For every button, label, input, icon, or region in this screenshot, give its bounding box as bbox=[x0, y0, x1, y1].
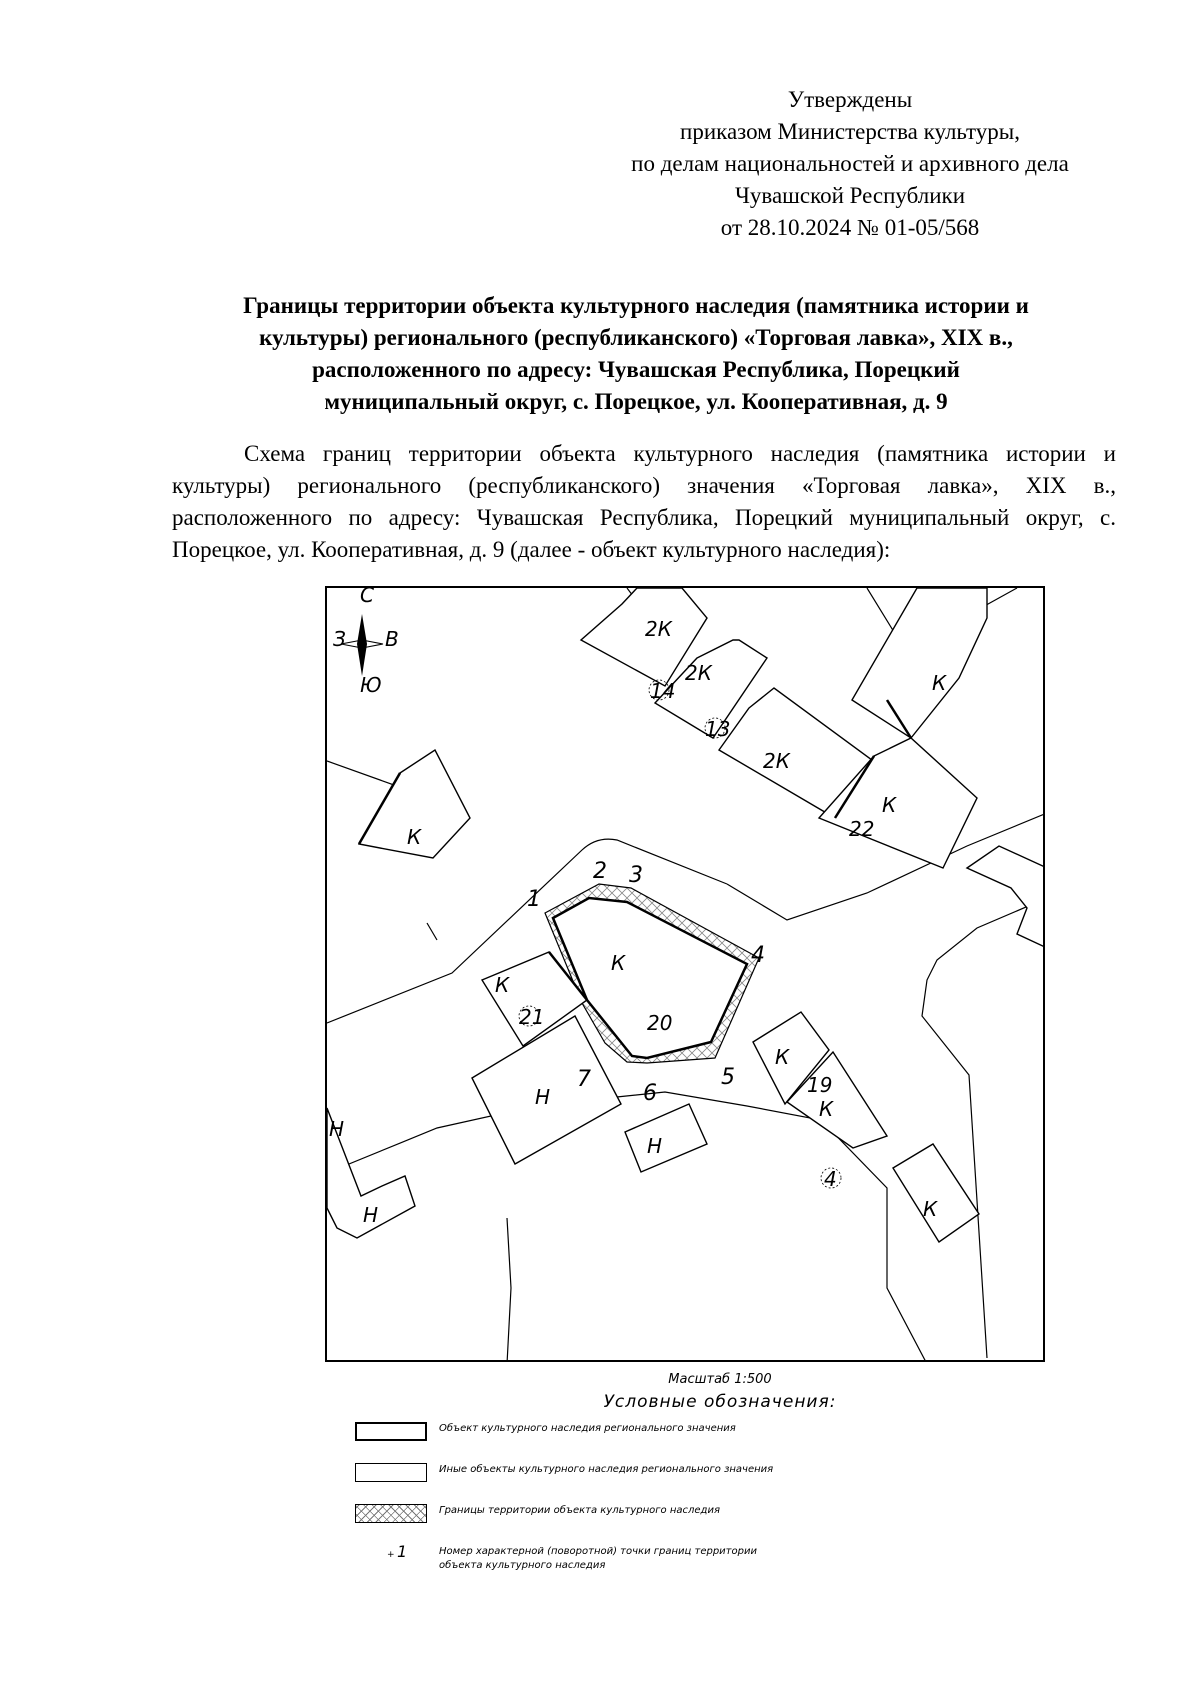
building-h-small bbox=[625, 1104, 707, 1172]
legend-swatch-heritage-object bbox=[355, 1422, 427, 1441]
approval-line: по делам национальностей и архивного дела bbox=[631, 151, 1069, 176]
label-h-left: Н bbox=[363, 1203, 379, 1227]
label-2k-right: 2К bbox=[763, 749, 790, 773]
house-number-22: 22 bbox=[849, 817, 875, 841]
boundary-point-4: 4 bbox=[751, 943, 765, 968]
label-k-topright: К bbox=[932, 671, 947, 695]
approval-line: Утверждены bbox=[787, 87, 913, 112]
legend-item bbox=[355, 1455, 915, 1489]
label-h-center: Н bbox=[535, 1085, 551, 1109]
legend-swatch-other-heritage bbox=[355, 1463, 427, 1482]
legend-label-line: объекта культурного наследия bbox=[439, 1560, 606, 1571]
map-scale: Масштаб 1:500 bbox=[668, 1372, 772, 1387]
legend-label: Объект культурного наследия регионального значения bbox=[439, 1423, 736, 1434]
boundary-point-5: 5 bbox=[721, 1065, 735, 1090]
boundary-point-1: 1 bbox=[527, 887, 541, 912]
house-number-19: 19 bbox=[807, 1073, 833, 1097]
legend-label-line: Номер характерной (поворотной) точки границ территории bbox=[439, 1546, 757, 1557]
building-k-topright bbox=[852, 588, 987, 738]
intro-paragraph: Схема границ территории объекта культурного наследия (памятника истории и культуры) регионального (республиканского) значения «Торговая лавка», XIX в., расположенного по адресу: Чувашская Республика, Порецкий муниципальный округ, с. Порецкое, ул. Кооперативная, д. 9 (далее - объект культурного наследия): bbox=[172, 441, 1116, 562]
legend-item bbox=[355, 1496, 915, 1530]
road-line bbox=[922, 898, 1045, 1358]
boundary-point-3: 3 bbox=[629, 863, 643, 888]
label-h-edge: Н bbox=[329, 1117, 345, 1141]
legend-point-marker bbox=[387, 1541, 411, 1565]
label-h-small: Н bbox=[647, 1134, 663, 1158]
legend-label bbox=[439, 1545, 757, 1573]
approval-block bbox=[560, 84, 1140, 244]
label-k-bottomright: К bbox=[923, 1197, 938, 1221]
compass-west: З bbox=[333, 627, 346, 651]
boundary-map bbox=[325, 586, 1045, 1362]
house-number-20: 20 bbox=[647, 1011, 673, 1035]
compass-north: С bbox=[360, 588, 374, 607]
label-k-left: К bbox=[407, 825, 422, 849]
house-number-13: 13 bbox=[705, 717, 731, 741]
label-2k-mid: 2К bbox=[685, 661, 712, 685]
compass-south: Ю bbox=[360, 673, 382, 697]
legend-item bbox=[355, 1537, 915, 1571]
label-k-21: К bbox=[495, 973, 510, 997]
label-2k-top: 2К bbox=[645, 617, 672, 641]
title-line: культуры) регионального (республиканского) «Торговая лавка», XIX в., bbox=[259, 325, 1013, 350]
approval-line: приказом Министерства культуры, bbox=[680, 119, 1020, 144]
boundary-point-6: 6 bbox=[643, 1081, 657, 1106]
legend-label: Границы территории объекта культурного наследия bbox=[439, 1505, 720, 1516]
document-title bbox=[172, 290, 1100, 418]
road-line bbox=[507, 1218, 511, 1362]
road-line bbox=[427, 923, 437, 940]
label-k-19: К bbox=[775, 1045, 790, 1069]
house-number-4: 4 bbox=[824, 1167, 837, 1191]
title-line: муниципальный округ, с. Порецкое, ул. Кооперативная, д. 9 bbox=[324, 389, 948, 414]
boundary-point-2: 2 bbox=[593, 859, 607, 884]
label-k-main: К bbox=[611, 951, 626, 975]
legend-point-number: 1 bbox=[397, 1542, 408, 1561]
building-edge-right bbox=[967, 846, 1045, 948]
label-k-4: К bbox=[819, 1097, 834, 1121]
building-k-bottomright bbox=[893, 1144, 979, 1242]
approval-line: Чувашской Республики bbox=[734, 183, 966, 208]
map-legend bbox=[355, 1414, 915, 1578]
boundary-point-7: 7 bbox=[577, 1067, 591, 1092]
legend-title: Условные обозначения: bbox=[603, 1392, 837, 1412]
point-marker-icon: + bbox=[387, 1550, 395, 1560]
label-k-22: К bbox=[882, 793, 897, 817]
legend-item bbox=[355, 1414, 915, 1448]
house-number-14: 14 bbox=[650, 679, 676, 703]
title-line: расположенного по адресу: Чувашская Республика, Порецкий bbox=[312, 357, 960, 382]
house-number-21: 21 bbox=[519, 1005, 545, 1029]
legend-label: Иные объекты культурного наследия регионального значения bbox=[439, 1464, 774, 1475]
map-canvas bbox=[327, 588, 1045, 1362]
compass-east: В bbox=[385, 627, 399, 651]
legend-swatch-territory-boundary bbox=[355, 1504, 427, 1523]
approval-line: от 28.10.2024 № 01-05/568 bbox=[720, 215, 980, 240]
title-line: Границы территории объекта культурного наследия (памятника истории и bbox=[243, 293, 1029, 318]
compass-icon bbox=[333, 588, 399, 697]
